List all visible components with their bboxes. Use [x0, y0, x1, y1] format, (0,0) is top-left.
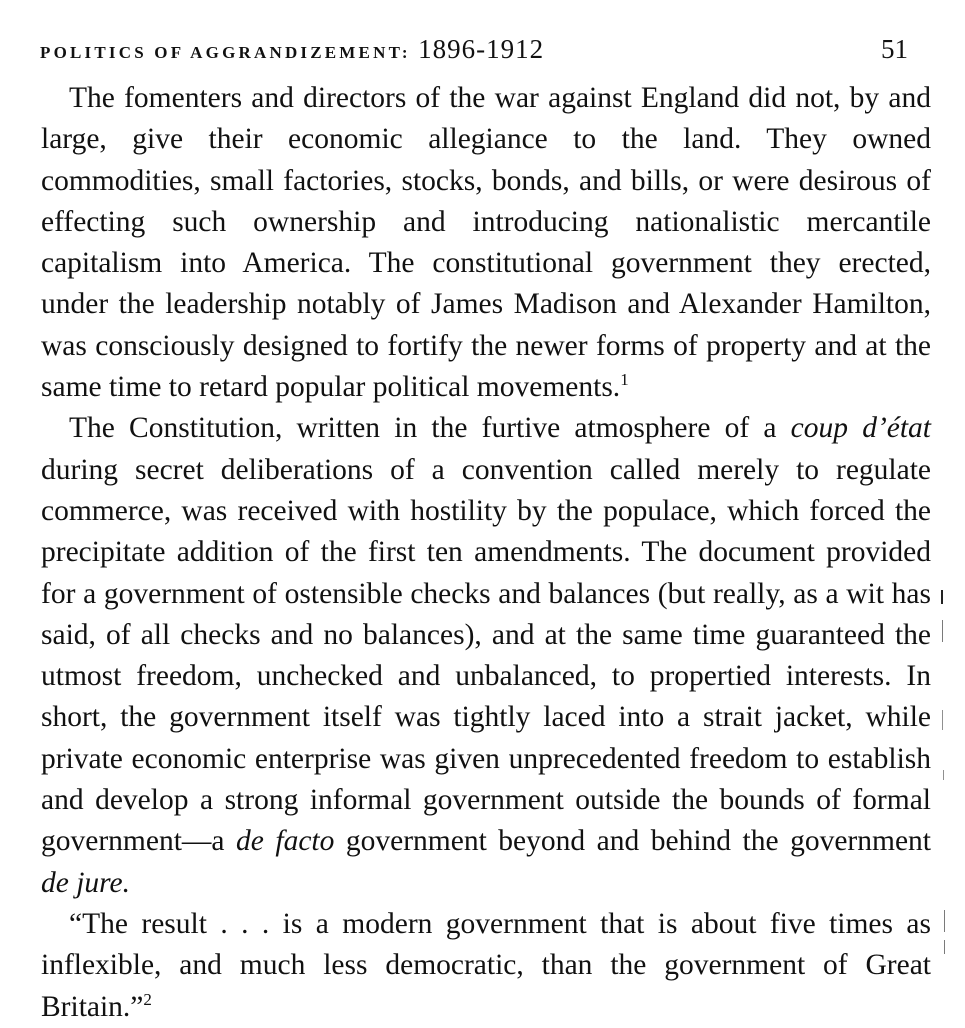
paragraph-2-text-b: during secret deliberations of a convention called merely to regulate commerce, was received with hostility by the populace, which forced the precipitate addition of the first ten amendments. The document provided for a government of ostensible checks and balances (but really, as a wit has said, of all checks and no balances), and at the same time guaranteed the utmost freedom, unchecked and unbalanced, to propertied interests. In short, the government itself was tightly laced into a strait jacket, while private economic enterprise was given unprecedented freedom to establish and develop a strong informal government outside the bounds of formal government—a [41, 453, 931, 858]
paragraph-3-text: “The result . . . is a modern government that is about five times as inflexible, and much less democratic, than the government of Great Britain.” [41, 907, 931, 1023]
paragraph-3 [41, 904, 931, 1028]
italic-de-facto: de facto [236, 825, 335, 858]
italic-coup-detat: coup d’état [790, 412, 931, 445]
scan-artifact [943, 770, 944, 780]
running-title-text: POLITICS OF AGGRANDIZEMENT: [40, 43, 411, 62]
body-text [41, 78, 931, 1028]
scan-artifact [942, 710, 943, 730]
paragraph-2 [41, 408, 931, 904]
scan-artifact [944, 910, 945, 932]
footnote-ref-1: 1 [620, 370, 629, 390]
scan-artifact [944, 940, 945, 954]
running-head [40, 34, 912, 74]
running-title-years: 1896-1912 [418, 34, 545, 64]
paragraph-1 [41, 78, 931, 408]
running-title [40, 34, 544, 65]
paragraph-2-text-a: The Constitution, written in the furtive atmosphere of a [69, 412, 791, 445]
paragraph-1-text: The fomenters and directors of the war against England did not, by and large, give their economic allegiance to the land. They owned commodities, small factories, stocks, bonds, and bills, or were desirous of effecting such ownership and introducing nationalistic mercantile capitalism into America. The constitutional government they erected, under the leadership notably of James Madison and Alexander Hamilton, was consciously designed to fortify the newer forms of property and at the same time to retard popular political movements. [41, 82, 931, 404]
paragraph-2-text-c: government beyond and behind the government [334, 825, 931, 858]
scan-artifact [942, 620, 943, 642]
page-number: 51 [881, 34, 908, 64]
scan-artifact [941, 590, 943, 604]
italic-de-jure: de jure. [41, 866, 131, 899]
footnote-ref-2: 2 [143, 989, 152, 1009]
